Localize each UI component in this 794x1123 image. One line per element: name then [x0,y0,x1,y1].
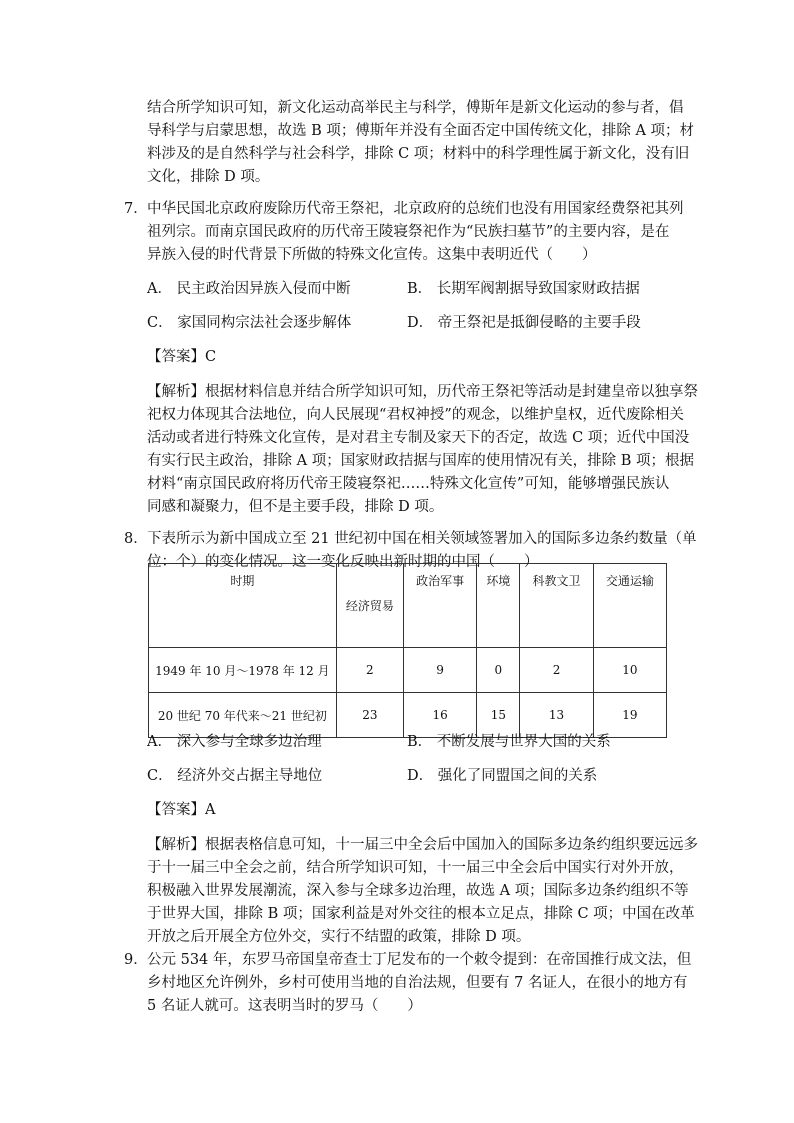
question-8-option-d: D． 强化了同盟国之间的关系 [407,768,598,784]
table-cell: 20 世纪 70 年代来～21 世纪初 [149,693,337,738]
table-cell: 10 [593,648,666,693]
table-header-cell: 交通运输 [593,564,666,648]
question-8-analysis: 【解析】根据表格信息可知，十一届三中全会后中国加入的国际多边条约组织要远远多 [147,837,698,853]
table-cell: 0 [477,648,520,693]
question-8-analysis: 于世界大国，排除 B 项；国家利益是对外交往的根本立足点，排除 C 项；中国在改革 [147,906,695,922]
question-9-stem: 公元 534 年，东罗马帝国皇帝查士丁尼发布的一个敕令提到：在帝国推行成文法，但 [147,952,692,968]
question-7-answer: 【答案】C [147,349,217,365]
question-8-analysis: 于十一届三中全会之前，结合所学知识可知，十一届三中全会后中国实行对外开放， [147,860,684,876]
table-header-cell: 时期 [149,564,337,648]
table-header-cell: 政治军事 [403,564,476,648]
question-8-analysis: 积极融入世界发展潮流，深入参与全球多边治理，故选 A 项；国际多边条约组织不等 [147,883,689,899]
question-9-number: 9． [124,952,148,968]
question-7-analysis: 同感和凝聚力，但不是主要手段，排除 D 项。 [147,499,444,515]
table-cell: 2 [336,648,403,693]
table-cell: 1949 年 10 月～1978 年 12 月 [149,648,337,693]
question-9-stem: 5 名证人就可。这表明当时的罗马（ ） [147,998,422,1014]
question-7-analysis: 活动或者进行特殊文化宣传，是对君主专制及家天下的否定，故选 C 项；近代中国没 [147,430,690,446]
table-cell: 16 [403,693,476,738]
table-header-cell: 环境 [477,564,520,648]
table-cell: 23 [336,693,403,738]
table-header-row [149,564,667,648]
question-8-option-c: C． 经济外交占据主导地位 [147,768,323,784]
table-header-cell: 经济贸易 [336,564,403,648]
question-7-stem: 祖列宗。而南京国民政府的历代帝王陵寝祭祀作为“民族扫墓节”的主要内容，是在 [147,224,670,240]
question-7-analysis: 材料“南京国民政府将历代帝王陵寝祭祀……特殊文化宣传”可知，能够增强民族认 [147,476,670,492]
question-7-stem: 中华民国北京政府废除历代帝王祭祀，北京政府的总统们也没有用国家经费祭祀其列 [147,201,684,217]
question-7-option-a: A． 民主政治因异族入侵而中断 [147,281,351,297]
table-cell: 9 [403,648,476,693]
question-8-answer: 【答案】A [147,802,216,818]
question-7-number: 7． [124,201,148,217]
question-7-stem: 异族入侵的时代背景下所做的特殊文化宣传。这集中表明近代（ ） [147,247,597,263]
question-8-number: 8． [124,531,148,547]
question-9-stem: 乡村地区允许例外，乡村可使用当地的自治法规，但要有 7 名证人，在很小的地方有 [147,975,688,991]
intro-line: 结合所学知识可知，新文化运动高举民主与科学，傅斯年是新文化运动的参与者，倡 [147,100,684,116]
table-row [149,693,667,738]
table-cell: 2 [520,648,593,693]
question-7-analysis: 有实行民主政治，排除 A 项；国家财政拮据与国库的使用情况有关，排除 B 项；根据 [147,453,695,469]
intro-line: 文化，排除 D 项。 [147,169,270,185]
treaty-table [148,563,667,738]
question-8-stem: 下表所示为新中国成立至 21 世纪初中国在相关领域签署加入的国际多边条约数量（单 [147,531,697,547]
question-7-option-d: D． 帝王祭祀是抵御侵略的主要手段 [407,315,641,331]
question-7-option-b: B． 长期军阀割据导致国家财政拮据 [407,281,640,297]
question-8-option-b: B． 不断发展与世界大国的关系 [407,734,611,750]
question-7-option-c: C． 家国同构宗法社会逐步解体 [147,315,352,331]
table-cell: 15 [477,693,520,738]
table-header-cell: 科教文卫 [520,564,593,648]
table-row [149,648,667,693]
intro-line: 导科学与启蒙思想，故选 B 项；傅斯年并没有全面否定中国传统文化，排除 A 项；材 [147,123,695,139]
question-8-analysis: 开放之后开展全方位外交，实行不结盟的政策，排除 D 项。 [147,929,531,945]
question-8-option-a: A． 深入参与全球多边治理 [147,734,322,750]
table-cell: 13 [520,693,593,738]
question-8-stem: 位：个）的变化情况。这一变化反映出新时期的中国（ ） [147,554,539,570]
table-cell: 19 [593,693,666,738]
intro-line: 料涉及的是自然科学与社会科学，排除 C 项；材料中的科学理性属于新文化，没有旧 [147,146,690,162]
question-7-analysis: 【解析】根据材料信息并结合所学知识可知，历代帝王祭祀等活动是封建皇帝以独享祭 [147,384,698,400]
question-7-analysis: 祀权力体现其合法地位，向人民展现“君权神授”的观念，以维护皇权，近代废除相关 [147,407,684,423]
